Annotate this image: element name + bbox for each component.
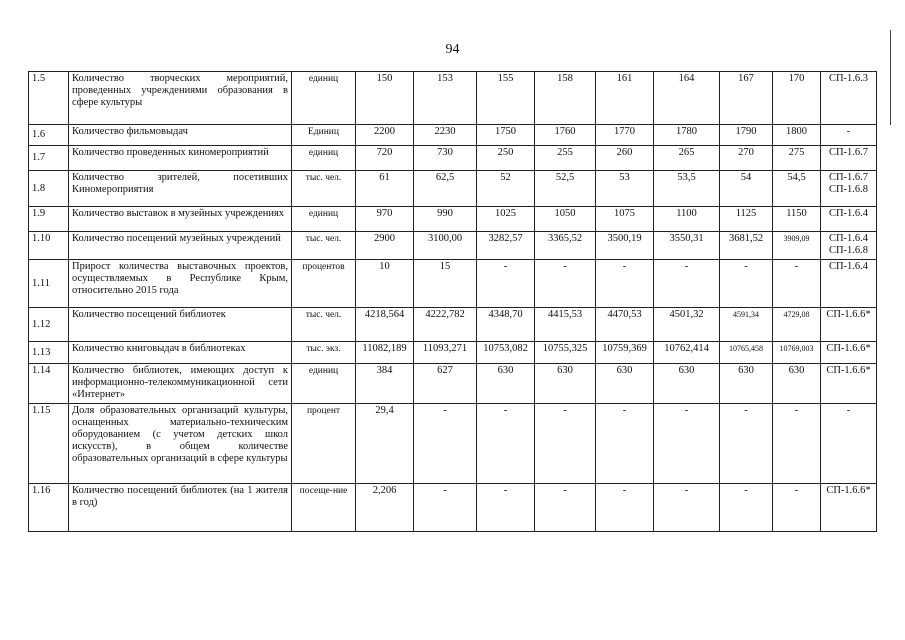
indicator-name: Количество творческих мероприятий, проведенных учреждениями образования в сфере культуры	[69, 72, 292, 125]
value-cell: -	[720, 260, 773, 308]
table-row	[29, 146, 877, 171]
value-cell: 11082,189	[356, 342, 414, 364]
table-row	[29, 207, 877, 232]
value-cell: 4222,782	[414, 308, 477, 342]
row-number: 1.11	[29, 260, 69, 308]
indicator-name: Доля образовательных организаций культуры, оснащенных материально-техническим оборудованием (с учетом детских школ искусств), в общем количестве образовательных организаций в сфере культуры	[69, 404, 292, 484]
value-cell: 2900	[356, 232, 414, 260]
value-cell: 1800	[773, 125, 821, 146]
value-cell: 1790	[720, 125, 773, 146]
value-cell: 170	[773, 72, 821, 125]
value-cell: 720	[356, 146, 414, 171]
reference-cell: СП-1.6.6*	[821, 484, 877, 532]
value-cell: 161	[596, 72, 654, 125]
row-number: 1.13	[29, 342, 69, 364]
value-cell: 3550,31	[654, 232, 720, 260]
row-number: 1.15	[29, 404, 69, 484]
value-cell: 265	[654, 146, 720, 171]
value-cell: 1760	[535, 125, 596, 146]
row-number: 1.5	[29, 72, 69, 125]
value-cell: 10765,458	[720, 342, 773, 364]
value-cell: 3681,52	[720, 232, 773, 260]
page-number: 94	[445, 42, 460, 57]
reference-cell: СП-1.6.4	[821, 207, 877, 232]
value-cell: -	[596, 260, 654, 308]
unit-cell: тыс. чел.	[292, 308, 356, 342]
value-cell: 2200	[356, 125, 414, 146]
unit-cell: единиц	[292, 364, 356, 404]
value-cell: 250	[477, 146, 535, 171]
row-number: 1.7	[29, 146, 69, 171]
unit-cell: процентов	[292, 260, 356, 308]
value-cell: 1780	[654, 125, 720, 146]
value-cell: 10759,369	[596, 342, 654, 364]
value-cell: 2,206	[356, 484, 414, 532]
row-number: 1.16	[29, 484, 69, 532]
row-number: 1.14	[29, 364, 69, 404]
reference-cell: СП-1.6.7 СП-1.6.8	[821, 171, 877, 207]
indicator-name: Количество посещений музейных учреждений	[69, 232, 292, 260]
value-cell: 630	[596, 364, 654, 404]
value-cell: 3909,09	[773, 232, 821, 260]
unit-cell: процент	[292, 404, 356, 484]
indicator-name: Количество книговыдач в библиотеках	[69, 342, 292, 364]
indicator-name: Прирост количества выставочных проектов, осуществляемых в Республике Крым, относительно 2015 года	[69, 260, 292, 308]
indicators-table	[28, 71, 877, 532]
value-cell: 1150	[773, 207, 821, 232]
value-cell: 29,4	[356, 404, 414, 484]
value-cell: 153	[414, 72, 477, 125]
value-cell: 10769,003	[773, 342, 821, 364]
table-row	[29, 171, 877, 207]
reference-cell: СП-1.6.6*	[821, 364, 877, 404]
value-cell: 11093,271	[414, 342, 477, 364]
row-number: 1.10	[29, 232, 69, 260]
value-cell: 730	[414, 146, 477, 171]
indicator-name: Количество фильмовыдач	[69, 125, 292, 146]
value-cell: 150	[356, 72, 414, 125]
value-cell: 10755,325	[535, 342, 596, 364]
value-cell: 4470,53	[596, 308, 654, 342]
value-cell: 627	[414, 364, 477, 404]
value-cell: 3100,00	[414, 232, 477, 260]
indicator-name: Количество выставок в музейных учреждениях	[69, 207, 292, 232]
indicator-name: Количество посещений библиотек	[69, 308, 292, 342]
value-cell: 4218,564	[356, 308, 414, 342]
table-row	[29, 72, 877, 125]
unit-cell: единиц	[292, 146, 356, 171]
reference-cell: СП-1.6.4 СП-1.6.8	[821, 232, 877, 260]
value-cell: 10753,082	[477, 342, 535, 364]
value-cell: 4348,70	[477, 308, 535, 342]
value-cell: -	[654, 260, 720, 308]
table-row	[29, 484, 877, 532]
reference-cell: СП-1.6.6*	[821, 342, 877, 364]
reference-cell: СП-1.6.6*	[821, 308, 877, 342]
value-cell: 630	[773, 364, 821, 404]
value-cell: 1125	[720, 207, 773, 232]
value-cell: -	[596, 404, 654, 484]
margin-line	[890, 30, 891, 125]
unit-cell: единиц	[292, 207, 356, 232]
value-cell: -	[535, 404, 596, 484]
indicator-name: Количество посещений библиотек (на 1 жителя в год)	[69, 484, 292, 532]
value-cell: 270	[720, 146, 773, 171]
unit-cell: посеще-ние	[292, 484, 356, 532]
value-cell: -	[477, 404, 535, 484]
value-cell: 4501,32	[654, 308, 720, 342]
table-row	[29, 125, 877, 146]
row-number: 1.9	[29, 207, 69, 232]
value-cell: 4415,53	[535, 308, 596, 342]
row-number: 1.8	[29, 171, 69, 207]
value-cell: -	[477, 484, 535, 532]
table-row	[29, 404, 877, 484]
value-cell: 4591,34	[720, 308, 773, 342]
value-cell: 1075	[596, 207, 654, 232]
reference-cell: СП-1.6.7	[821, 146, 877, 171]
value-cell: 164	[654, 72, 720, 125]
value-cell: 1770	[596, 125, 654, 146]
value-cell: -	[654, 484, 720, 532]
unit-cell: тыс. чел.	[292, 171, 356, 207]
value-cell: 3365,52	[535, 232, 596, 260]
value-cell: 1100	[654, 207, 720, 232]
value-cell: 167	[720, 72, 773, 125]
value-cell: 1050	[535, 207, 596, 232]
value-cell: -	[654, 404, 720, 484]
value-cell: 630	[477, 364, 535, 404]
value-cell: 630	[720, 364, 773, 404]
value-cell: 2230	[414, 125, 477, 146]
table-row	[29, 308, 877, 342]
value-cell: -	[477, 260, 535, 308]
row-number: 1.6	[29, 125, 69, 146]
reference-cell: СП-1.6.3	[821, 72, 877, 125]
value-cell: 384	[356, 364, 414, 404]
value-cell: 158	[535, 72, 596, 125]
value-cell: 53,5	[654, 171, 720, 207]
table-row	[29, 232, 877, 260]
value-cell: 10762,414	[654, 342, 720, 364]
value-cell: 52,5	[535, 171, 596, 207]
value-cell: 1025	[477, 207, 535, 232]
table-row	[29, 364, 877, 404]
value-cell: 4729,08	[773, 308, 821, 342]
value-cell: 61	[356, 171, 414, 207]
value-cell: 62,5	[414, 171, 477, 207]
value-cell: 630	[654, 364, 720, 404]
unit-cell: тыс. экз.	[292, 342, 356, 364]
value-cell: -	[535, 484, 596, 532]
value-cell: 54,5	[773, 171, 821, 207]
value-cell: 54	[720, 171, 773, 207]
value-cell: -	[414, 404, 477, 484]
value-cell: 155	[477, 72, 535, 125]
reference-cell: СП-1.6.4	[821, 260, 877, 308]
value-cell: 275	[773, 146, 821, 171]
value-cell: -	[773, 404, 821, 484]
table-row	[29, 260, 877, 308]
unit-cell: единиц	[292, 72, 356, 125]
value-cell: 10	[356, 260, 414, 308]
unit-cell: Единиц	[292, 125, 356, 146]
reference-cell: -	[821, 404, 877, 484]
indicator-name: Количество зрителей, посетивших Киномероприятия	[69, 171, 292, 207]
value-cell: -	[773, 484, 821, 532]
value-cell: -	[535, 260, 596, 308]
value-cell: 3282,57	[477, 232, 535, 260]
value-cell: -	[720, 404, 773, 484]
value-cell: -	[414, 484, 477, 532]
value-cell: 3500,19	[596, 232, 654, 260]
reference-cell: -	[821, 125, 877, 146]
row-number: 1.12	[29, 308, 69, 342]
value-cell: 990	[414, 207, 477, 232]
indicator-name: Количество проведенных киномероприятий	[69, 146, 292, 171]
value-cell: 52	[477, 171, 535, 207]
value-cell: 630	[535, 364, 596, 404]
value-cell: -	[773, 260, 821, 308]
value-cell: 255	[535, 146, 596, 171]
value-cell: 970	[356, 207, 414, 232]
unit-cell: тыс. чел.	[292, 232, 356, 260]
value-cell: 15	[414, 260, 477, 308]
table-row	[29, 342, 877, 364]
value-cell: 1750	[477, 125, 535, 146]
indicator-name: Количество библиотек, имеющих доступ к информационно-телекоммуникационной сети «Интернет»	[69, 364, 292, 404]
value-cell: -	[720, 484, 773, 532]
value-cell: -	[596, 484, 654, 532]
value-cell: 260	[596, 146, 654, 171]
value-cell: 53	[596, 171, 654, 207]
